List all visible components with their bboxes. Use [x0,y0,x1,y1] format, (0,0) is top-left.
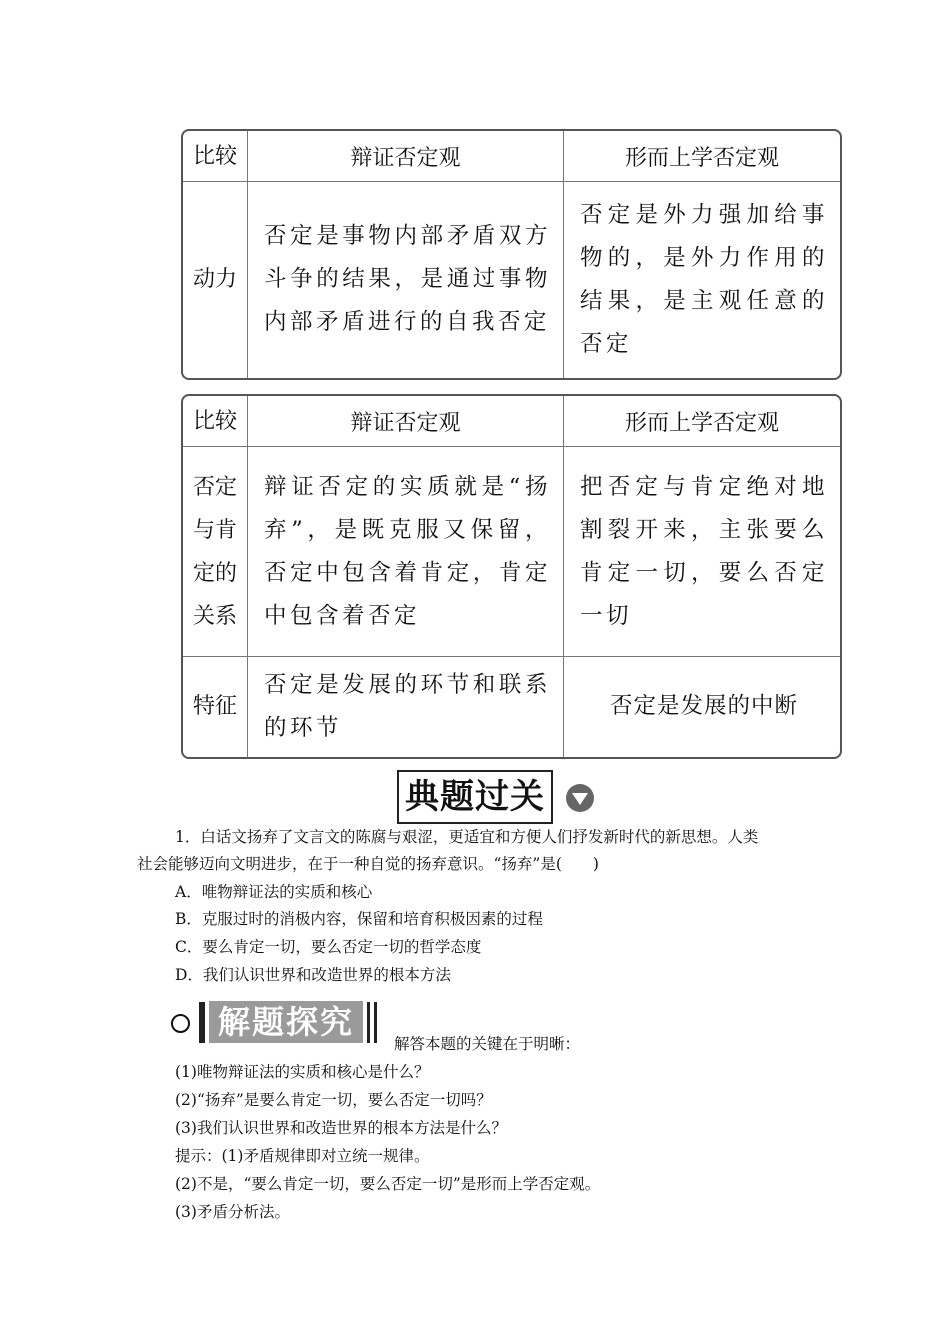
option-c: C．要么肯定一切，要么否定一切的哲学态度 [175,938,482,956]
dialectical-cell: 否定是发展的环节和联系的环节 [248,657,564,757]
dialectical-cell: 辩证否定的实质就是“扬弃”，是既克服又保留，否定中包含着肯定，肯定中包含着否定 [248,447,564,657]
row-label: 动力 [183,182,248,378]
header-metaphysical: 形而上学否定观 [564,131,841,182]
section-title: 典题过关 [397,770,553,824]
analysis-line: (3)我们认识世界和改造世界的根本方法是什么？ [175,1119,507,1137]
option-d: D．我们认识世界和改造世界的根本方法 [175,966,451,984]
analysis-intro: 解答本题的关键在于明晰： [394,1035,581,1053]
metaphysical-cell: 把否定与肯定绝对地割裂开来，主张要么肯定一切，要么否定一切 [564,447,841,657]
row-label: 否定与肯定的关系 [183,447,248,657]
header-metaphysical: 形而上学否定观 [564,396,841,447]
question-line-1: 1．白话文扬弃了文言文的陈腐与艰涩，更适宜和方便人们抒发新时代的新思想。人类 [175,828,759,846]
table-row [183,182,840,378]
header-dialectical: 辩证否定观 [248,396,564,447]
comparison-table-motive [181,129,842,380]
option-a: A．唯物辩证法的实质和核心 [175,883,373,901]
table-row [183,657,840,757]
table-row [183,447,840,657]
analysis-line: 提示：(1)矛盾规律即对立统一规律。 [175,1147,430,1165]
analysis-title: 解题探究 [209,1001,363,1043]
dialectical-cell: 否定是事物内部矛盾双方斗争的结果，是通过事物内部矛盾进行的自我否定 [248,182,564,378]
bar-left [199,1002,205,1043]
circle-icon [171,1014,190,1033]
metaphysical-cell: 否定是外力强加给事物的，是外力作用的结果，是主观任意的否定 [564,182,841,378]
header-compare: 比较 [183,131,248,182]
analysis-line: (1)唯物辩证法的实质和核心是什么？ [175,1063,430,1081]
table-header-row [183,131,840,182]
analysis-line: (3)矛盾分析法。 [175,1203,290,1221]
row-label: 特征 [183,657,248,757]
bar-right-2 [374,1002,377,1043]
analysis-line: (2)“扬弃”是要么肯定一切，要么否定一切吗？ [175,1091,492,1109]
question-line-2: 社会能够迈向文明进步，在于一种自觉的扬弃意识。“扬弃”是( ) [137,855,599,873]
header-dialectical: 辩证否定观 [248,131,564,182]
header-compare: 比较 [183,396,248,447]
metaphysical-cell: 否定是发展的中断 [564,657,841,757]
triangle-down-icon [566,784,594,812]
comparison-table-relation [181,394,842,759]
option-b: B．克服过时的消极内容，保留和培育积极因素的过程 [175,910,543,928]
table-header-row [183,396,840,447]
bar-right-1 [367,1002,370,1043]
analysis-line: (2)不是，“要么肯定一切，要么否定一切”是形而上学否定观。 [175,1175,601,1193]
